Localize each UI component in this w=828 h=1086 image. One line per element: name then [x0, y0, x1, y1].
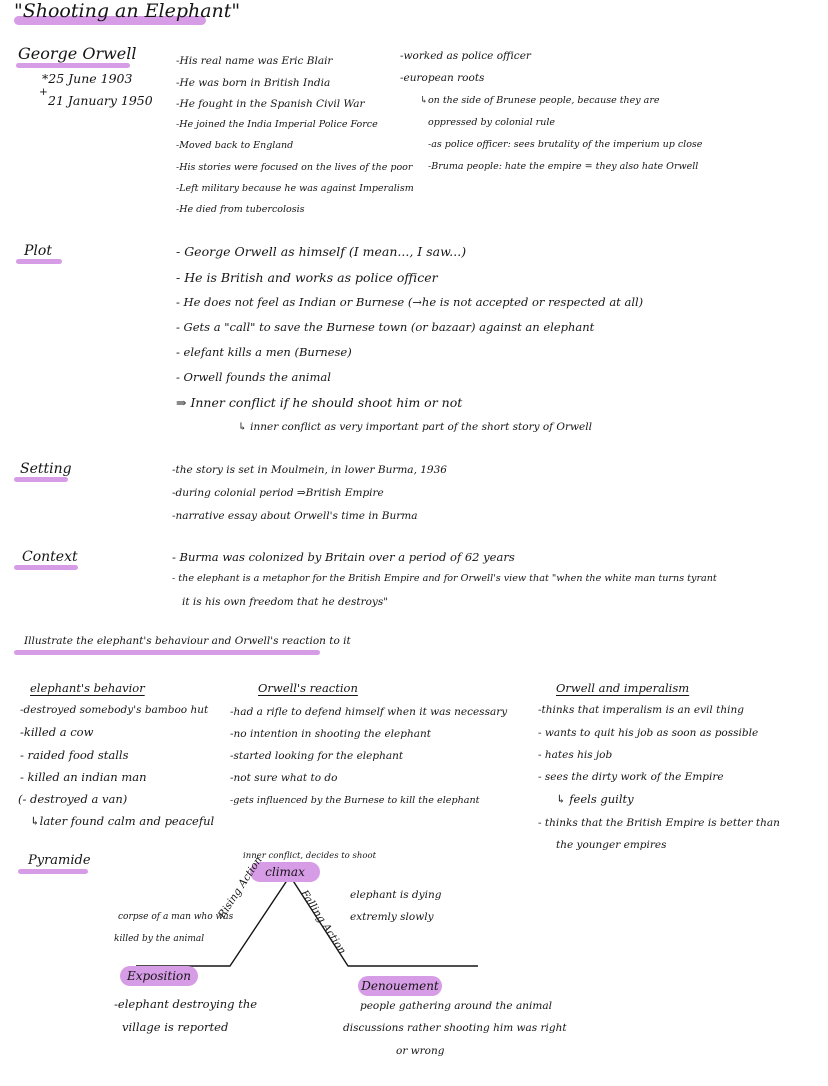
orwell-fact: -Moved back to England: [176, 140, 294, 151]
context-item: - Burma was colonized by Britain over a period of 62 years: [172, 550, 515, 564]
imperalism-item: - thinks that the British Empire is better than: [538, 817, 780, 829]
imperalism-item: ↳ feels guilty: [556, 792, 634, 806]
context-item: - the elephant is a metaphor for the British Empire and for Orwell's view that "when the white man turns tyrant: [172, 573, 717, 584]
orwell-fact: -His stories were focused on the lives of the poor: [176, 162, 413, 173]
plot-heading: Plot: [24, 243, 52, 259]
rising-action-label: Rising Action: [216, 854, 265, 921]
orwell-fact-right: -Bruma people: hate the empire = they also hate Orwell: [428, 161, 699, 172]
reaction-item: -not sure what to do: [230, 772, 338, 784]
orwell-fact-right: ↳on the side of Brunese people, because they are: [420, 95, 660, 106]
column-title-behavior: elephant's behavior: [30, 681, 145, 695]
falling-note: extremly slowly: [350, 911, 434, 923]
behavior-item: -destroyed somebody's bamboo hut: [20, 704, 209, 716]
orwell-fact-right: -worked as police officer: [400, 50, 531, 62]
plot-item: ↳ inner conflict as very important part of the short story of Orwell: [238, 421, 592, 433]
denouement-note: discussions rather shooting him was right: [343, 1022, 567, 1034]
rising-note: corpse of a man who was: [118, 912, 234, 922]
imperalism-item: - wants to quit his job as soon as possible: [538, 727, 759, 739]
column-title-imperalism: Orwell and imperalism: [556, 681, 690, 695]
plot-item: - Orwell founds the animal: [176, 370, 331, 384]
orwell-heading: George Orwell: [18, 44, 137, 63]
orwell-born: *25 June 1903: [42, 71, 133, 86]
context-heading: Context: [22, 549, 78, 565]
orwell-fact: -He was born in British India: [176, 77, 331, 89]
plot-item: - elefant kills a men (Burnese): [176, 345, 352, 359]
pyramid-heading: Pyramide: [28, 853, 91, 868]
orwell-died: 21 January 1950: [48, 93, 153, 108]
orwell-fact: -His real name was Eric Blair: [176, 55, 333, 67]
exposition-note: -elephant destroying the: [114, 997, 258, 1011]
setting-heading: Setting: [20, 461, 72, 477]
orwell-fact-right: -as police officer: sees brutality of the imperium up close: [428, 139, 703, 150]
exposition-note: village is reported: [122, 1020, 229, 1034]
orwell-died-mark: +: [39, 86, 48, 98]
imperalism-item: - hates his job: [538, 749, 613, 761]
reaction-item: -had a rifle to defend himself when it was necessary: [230, 706, 508, 718]
plot-item: - He is British and works as police officer: [176, 270, 438, 285]
behavior-item: - killed an indian man: [20, 770, 147, 784]
rising-note: killed by the animal: [114, 934, 205, 944]
orwell-fact: -Left military because he was against Imperalism: [176, 183, 414, 194]
setting-item: -during colonial period ⇒British Empire: [172, 487, 384, 499]
orwell-fact-right: oppressed by colonial rule: [428, 117, 555, 128]
setting-item: -narrative essay about Orwell's time in Burma: [172, 510, 418, 522]
column-title-reaction: Orwell's reaction: [258, 681, 358, 695]
falling-action-label: Falling Action: [297, 888, 349, 957]
reaction-item: -started looking for the elephant: [230, 750, 404, 762]
plot-item: - Gets a "call" to save the Burnese town (or bazaar) against an elephant: [176, 320, 595, 334]
imperalism-item: -thinks that imperalism is an evil thing: [538, 704, 744, 716]
climax-label: climax: [250, 862, 320, 882]
imperalism-item: - sees the dirty work of the Empire: [538, 771, 724, 783]
plot-item: - George Orwell as himself (I mean..., I saw...): [176, 244, 467, 259]
plot-item: ⇒ Inner conflict if he should shoot him or not: [176, 395, 463, 410]
falling-note: elephant is dying: [350, 889, 442, 901]
behavior-item: (- destroyed a van): [18, 792, 128, 806]
behavior-item: - raided food stalls: [20, 748, 129, 762]
orwell-fact-right: -european roots: [400, 72, 485, 84]
page-title: "Shooting an Elephant": [14, 0, 241, 22]
plot-item: - He does not feel as Indian or Burnese (→he is not accepted or respected at all): [176, 295, 644, 309]
orwell-fact: -He joined the India Imperial Police Force: [176, 119, 378, 130]
orwell-fact: -He fought in the Spanish Civil War: [176, 98, 365, 110]
context-item: it is his own freedom that he destroys": [182, 596, 389, 608]
orwell-fact: -He died from tubercolosis: [176, 204, 305, 215]
denouement-note: or wrong: [396, 1045, 445, 1057]
reaction-item: -gets influenced by the Burnese to kill the elephant: [230, 795, 480, 806]
illustrate-heading: Illustrate the elephant's behaviour and Orwell's reaction to it: [24, 635, 351, 647]
denouement-label: Denouement: [358, 976, 442, 996]
behavior-item: -killed a cow: [20, 725, 94, 739]
setting-item: -the story is set in Moulmein, in lower Burma, 1936: [172, 464, 447, 476]
imperalism-item: the younger empires: [556, 839, 667, 851]
reaction-item: -no intention in shooting the elephant: [230, 728, 431, 740]
behavior-item: ↳later found calm and peaceful: [30, 814, 215, 828]
exposition-label: Exposition: [120, 966, 198, 986]
denouement-note: people gathering around the animal: [360, 1000, 552, 1012]
climax-note: inner conflict, decides to shoot: [243, 851, 376, 861]
